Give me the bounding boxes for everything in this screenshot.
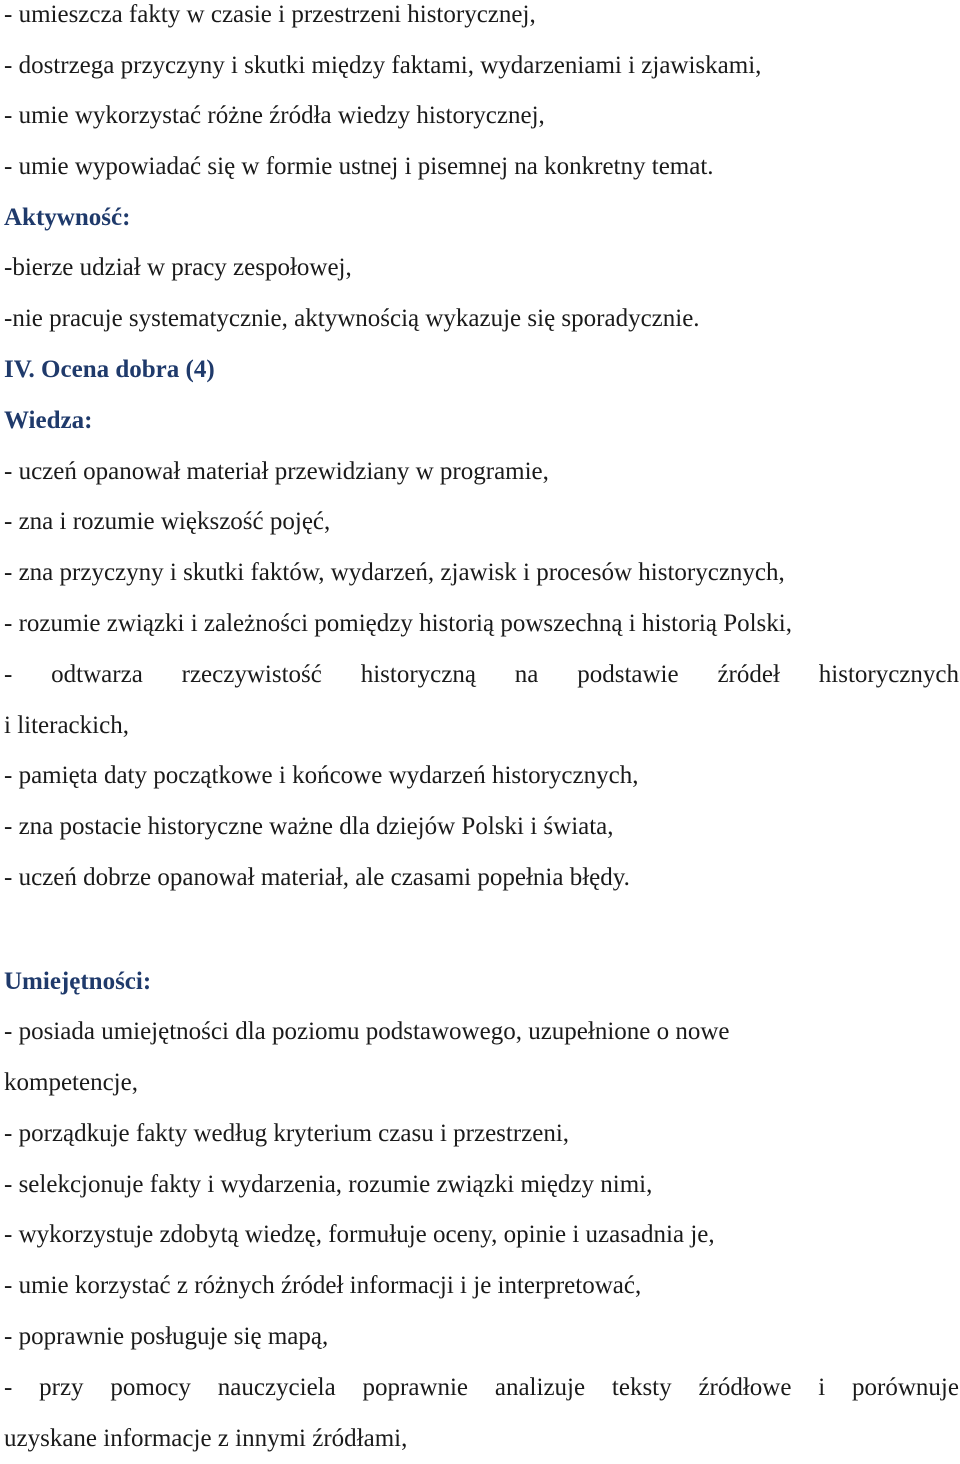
umiejetnosci-line: kompetencje, — [4, 1069, 138, 1096]
aktywnosc-line: -nie pracuje systematycznie, aktywnością wykazuje się sporadycznie. — [4, 305, 700, 332]
section-heading-aktywnosc: Aktywność: — [4, 204, 131, 231]
justified-word: porównuje — [852, 1374, 959, 1401]
justified-word: poprawnie — [362, 1374, 469, 1401]
umiejetnosci-line-justified — [4, 1362, 959, 1413]
justified-word: analizuje — [494, 1374, 586, 1401]
umiejetnosci-line: - posiada umiejętności dla poziomu podstawowego, uzupełnione o nowe — [4, 1018, 730, 1045]
justified-word: odtwarza — [51, 661, 143, 688]
intro-line: - dostrzega przyczyny i skutki między faktami, wydarzeniami i zjawiskami, — [4, 52, 762, 79]
justified-word: rzeczywistość — [181, 661, 322, 688]
umiejetnosci-line: - poprawnie posługuje się mapą, — [4, 1323, 329, 1350]
wiedza-line: - rozumie związki i zależności pomiędzy historią powszechną i historią Polski, — [4, 610, 792, 637]
wiedza-line-justified — [4, 649, 959, 700]
justified-word: pomocy — [110, 1374, 191, 1401]
wiedza-line: - uczeń dobrze opanował materiał, ale czasami popełnia błędy. — [4, 864, 630, 891]
wiedza-line: - uczeń opanował materiał przewidziany w programie, — [4, 458, 549, 485]
justified-word: przy — [39, 1374, 84, 1401]
wiedza-line: i literackich, — [4, 712, 129, 739]
wiedza-line: - zna postacie historyczne ważne dla dziejów Polski i świata, — [4, 813, 614, 840]
section-heading-wiedza: Wiedza: — [4, 407, 93, 434]
intro-line: - umieszcza fakty w czasie i przestrzeni historycznej, — [4, 1, 536, 28]
justified-word: podstawie — [577, 661, 679, 688]
justified-word: historyczną — [360, 661, 476, 688]
aktywnosc-line: -bierze udział w pracy zespołowej, — [4, 254, 352, 281]
section-heading-umiejetnosci: Umiejętności: — [4, 968, 152, 995]
grade-heading: IV. Ocena dobra (4) — [4, 356, 215, 383]
wiedza-line: - pamięta daty początkowe i końcowe wydarzeń historycznych, — [4, 762, 639, 789]
justified-word: na — [514, 661, 539, 688]
wiedza-line: - zna przyczyny i skutki faktów, wydarzeń, zjawisk i procesów historycznych, — [4, 559, 785, 586]
umiejetnosci-line: - umie korzystać z różnych źródeł informacji i je interpretować, — [4, 1272, 642, 1299]
umiejetnosci-line: - wykorzystuje zdobytą wiedzę, formułuje oceny, opinie i uzasadnia je, — [4, 1221, 715, 1248]
umiejetnosci-line: - selekcjonuje fakty i wydarzenia, rozumie związki między nimi, — [4, 1171, 653, 1198]
justified-word: historycznych — [818, 661, 959, 688]
intro-line: - umie wypowiadać się w formie ustnej i pisemnej na konkretny temat. — [4, 153, 714, 180]
justified-word: teksty — [611, 1374, 672, 1401]
umiejetnosci-line: - porządkuje fakty według kryterium czasu i przestrzeni, — [4, 1120, 570, 1147]
justified-word: nauczyciela — [217, 1374, 336, 1401]
justified-word: - — [4, 661, 13, 688]
justified-word: - — [4, 1374, 13, 1401]
umiejetnosci-line: uzyskane informacje z innymi źródłami, — [4, 1425, 408, 1452]
justified-word: i — [818, 1374, 826, 1401]
justified-word: źródłowe — [698, 1374, 792, 1401]
wiedza-line: - zna i rozumie większość pojęć, — [4, 508, 331, 535]
intro-line: - umie wykorzystać różne źródła wiedzy historycznej, — [4, 102, 545, 129]
justified-word: źródeł — [717, 661, 780, 688]
